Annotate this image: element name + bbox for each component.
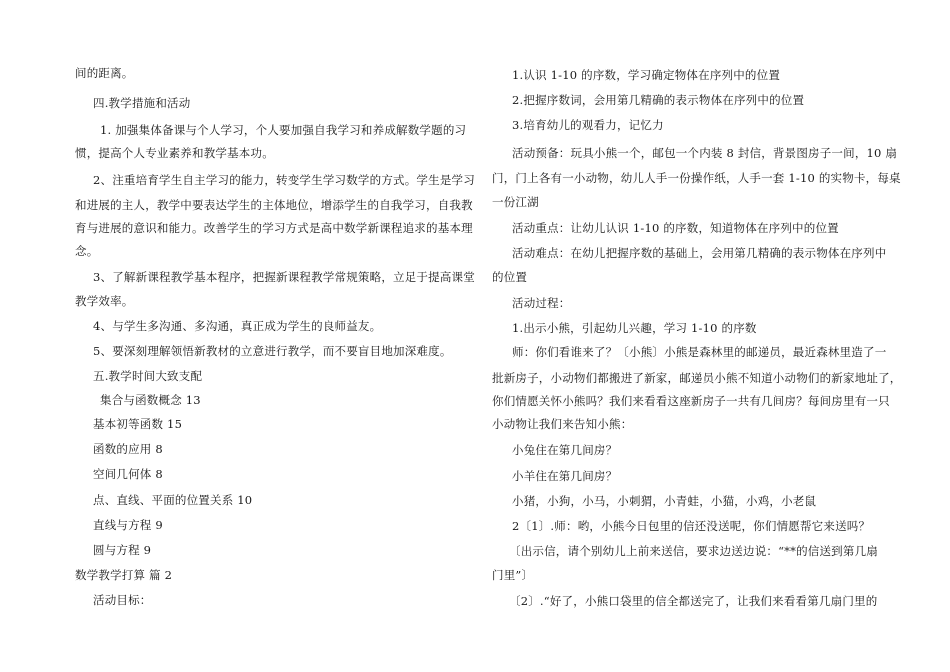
text-line: 2〔1〕.师：哟，小熊今日包里的信还没送呢，你们情愿帮它来送吗？ [512,519,871,533]
section-title: 数学教学打算 篇 2 [75,568,173,582]
schedule-item: 空间几何体 8 [93,467,163,481]
text-line: 门，门上各有一小动物，幼儿人手一份操作纸，人手一套 1-10 的实物卡，每桌 [492,171,901,185]
text-line: 3、了解新课程教学基本程序，把握新课程教学常规策略，立足于提高课堂 [93,270,475,284]
text-line: 小动物让我们来告知小熊： [492,417,633,431]
text-line: 活动预备：玩具小熊一个，邮包一个内装 8 封信，背景图房子一间，10 扇 [512,146,898,160]
text-line: 门里”〕 [492,568,534,582]
text-line: 1. 加强集体备课与个人学习，个人要加强自我学习和养成解数学题的习 [100,123,467,137]
text-line: 师：你们看谁来了？〔小熊〕小熊是森林里的邮递员，最近森林里造了一 [512,345,887,359]
section-heading: 五.教学时间大致支配 [93,369,203,383]
section-heading: 四.教学措施和活动 [93,96,191,110]
text-line: 你们情愿关怀小熊吗？我们来看看这座新房子一共有几间房？每间房里有一只 [492,394,890,408]
text-line: 和进展的主人，教学中要表达学生的主体地位，增添学生的自我学习，自我教 [75,198,473,212]
schedule-item: 点、直线、平面的位置关系 10 [93,493,253,507]
schedule-item: 函数的应用 8 [93,442,163,456]
text-line: 小兔住在第几间房？ [512,443,618,457]
schedule-item: 圆与方程 9 [93,543,152,557]
text-line: 一份江湖 [492,195,539,209]
text-line: 小羊住在第几间房？ [512,469,618,483]
text-line: 2、注重培育学生自主学习的能力，转变学生学习数学的方式。学生是学习 [93,173,475,187]
schedule-item: 基本初等函数 15 [93,417,183,431]
text-line: 间的距离。 [75,66,134,80]
text-line: 小猪，小狗，小马，小刺猬，小青蛙，小猫，小鸡，小老鼠 [512,494,817,508]
text-line: 活动难点：在幼儿把握序数的基础上，会用第几精确的表示物体在序列中 [512,246,887,260]
text-line: 念。 [75,244,99,258]
text-line: 1.认识 1-10 的序数，学习确定物体在序列中的位置 [512,68,781,82]
text-line: 3.培育幼儿的观看力，记忆力 [512,118,664,132]
text-line: 活动目标： [93,593,152,607]
text-line: 活动过程： [512,296,571,310]
text-line: 惯，提高个人专业素养和教学基本功。 [75,146,274,160]
text-line: 〔出示信，请个别幼儿上前来送信，要求边送边说：“**的信送到第几扇 [509,544,878,558]
schedule-item: 集合与函数概念 13 [100,393,201,407]
text-line: 2.把握序数词，会用第几精确的表示物体在序列中的位置 [512,93,805,107]
text-line: 教学效率。 [75,294,134,308]
text-line: 〔2〕.“好了，小熊口袋里的信全都送完了，让我们来看看第几扇门里的 [509,594,878,608]
text-line: 批新房子，小动物们都搬进了新家，邮递员小熊不知道小动物们的新家地址了， [492,371,902,385]
schedule-item: 直线与方程 9 [93,518,163,532]
text-line: 育与进展的意识和能力。改善学生的学习方式是高中数学新课程追求的基本理 [75,221,473,235]
text-line: 活动重点：让幼儿认识 1-10 的序数，知道物体在序列中的位置 [512,221,839,235]
text-line: 4、与学生多沟通、多沟通，真正成为学生的良师益友。 [93,319,382,333]
text-line: 1.出示小熊，引起幼儿兴趣，学习 1-10 的序数 [512,321,757,335]
text-line: 的位置 [492,270,528,284]
text-line: 5、要深刻理解领悟新教材的立意进行教学，而不要盲目地加深难度。 [93,344,452,358]
